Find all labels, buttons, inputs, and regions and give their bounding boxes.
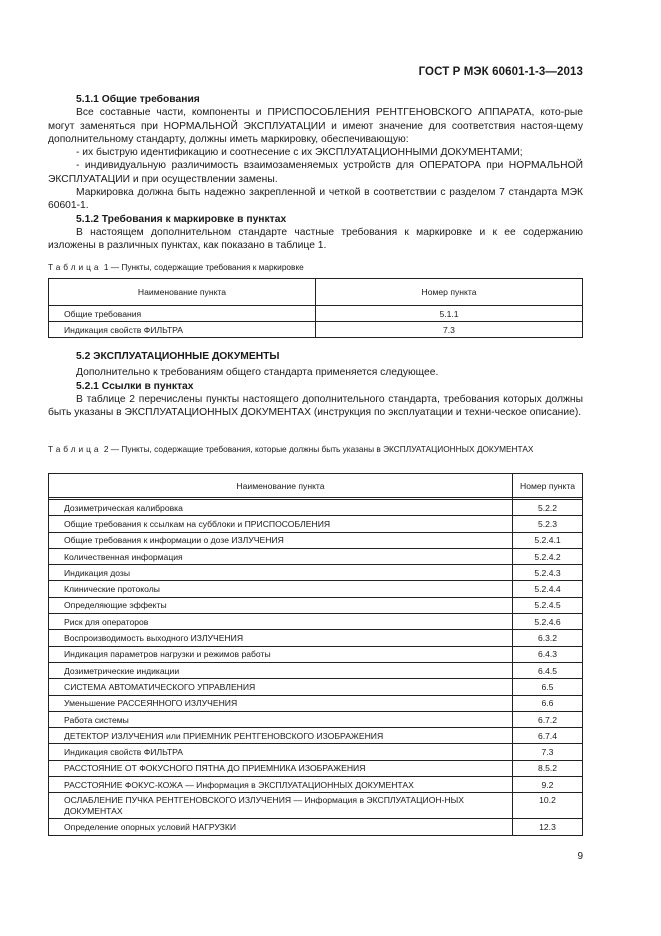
table-row — [49, 630, 583, 646]
table-cell: Индикация свойств ФИЛЬТРА — [49, 322, 316, 338]
table-row — [49, 614, 583, 630]
table-cell: Риск для операторов — [49, 614, 513, 630]
table-1-caption — [48, 262, 583, 273]
table-row — [49, 760, 583, 776]
column-header: Наименование пункта — [49, 279, 316, 306]
table-cell: Определяющие эффекты — [49, 597, 513, 613]
table-cell: Воспроизводимость выходного ИЗЛУЧЕНИЯ — [49, 630, 513, 646]
table-cell: 9.2 — [513, 777, 583, 793]
table-cell: Общие требования к ссылкам на субблоки и ПРИСПОСОБЛЕНИЯ — [49, 516, 513, 532]
table-row — [49, 532, 583, 548]
table-row — [49, 322, 583, 338]
table-cell: 5.2.4.6 — [513, 614, 583, 630]
section-heading: 5.1.1 Общие требования — [76, 94, 200, 105]
table-cell: ОСЛАБЛЕНИЕ ПУЧКА РЕНТГЕНОВСКОГО ИЗЛУЧЕНИЯ — Информация в ЭКСПЛУАТАЦИОН-НЫХ ДОКУМЕНТАХ — [49, 793, 513, 819]
paragraph: Все составные части, компоненты и ПРИСПОСОБЛЕНИЯ РЕНТГЕНОВСКОГО АППАРАТА, кото-рые могут заменяться при НОРМАЛЬНОЙ ЭКСПЛУАТАЦИИ и имеют значение для соответствия настоя-щему дополнительному стандарту, должны иметь маркировку, обеспечивающую: — [48, 107, 583, 145]
table-cell: 10.2 — [513, 793, 583, 819]
section-heading: 5.2 ЭКСПЛУАТАЦИОННЫЕ ДОКУМЕНТЫ — [76, 351, 280, 362]
table-cell: 7.3 — [316, 322, 583, 338]
table-cell: 6.4.3 — [513, 646, 583, 662]
table-cell: 6.3.2 — [513, 630, 583, 646]
table-cell: Работа системы — [49, 711, 513, 727]
table-cell: Дозиметрические индикации — [49, 662, 513, 678]
table-cell: 5.1.1 — [316, 306, 583, 322]
table-cell: Количественная информация — [49, 548, 513, 564]
table-cell: 6.7.4 — [513, 728, 583, 744]
table-cell: РАССТОЯНИЕ ОТ ФОКУСНОГО ПЯТНА ДО ПРИЕМНИКА ИЗОБРАЖЕНИЯ — [49, 760, 513, 776]
list-item: - индивидуальную различимость взаимозаменяемых устройств для ОПЕРАТОРА при НОРМАЛЬНОЙ ЭКСПЛУАТАЦИИ и при осуществлении замены. — [48, 160, 583, 185]
table-cell: Дозиметрическая калибровка — [49, 500, 513, 516]
table-cell: СИСТЕМА АВТОМАТИЧЕСКОГО УПРАВЛЕНИЯ — [49, 679, 513, 695]
table-row — [49, 711, 583, 727]
table-row — [49, 793, 583, 819]
document-header: ГОСТ Р МЭК 60601-1-3—2013 — [418, 66, 583, 78]
table-cell: РАССТОЯНИЕ ФОКУС-КОЖА — Информация в ЭКСПЛУАТАЦИОННЫХ ДОКУМЕНТАХ — [49, 777, 513, 793]
table-row — [49, 516, 583, 532]
section-heading: 5.1.2 Требования к маркировке в пунктах — [76, 213, 287, 225]
table-2-caption — [48, 444, 583, 455]
table-row — [49, 819, 583, 835]
table-cell: Индикация дозы — [49, 565, 513, 581]
section-heading: 5.2.1 Ссылки в пунктах — [76, 380, 194, 392]
caption-label: Таблица — [48, 444, 102, 454]
table-cell: Клинические протоколы — [49, 581, 513, 597]
table-1 — [48, 278, 583, 338]
table-cell: 6.7.2 — [513, 711, 583, 727]
table-cell: 7.3 — [513, 744, 583, 760]
paragraph: В таблице 2 перечислены пункты настоящего дополнительного стандарта, требования которых должны быть указаны в ЭКСПЛУАТАЦИОННЫХ ДОКУМЕНТАХ (инструкция по эксплуатации и техни-ческое описание). — [48, 393, 583, 419]
table-row — [49, 565, 583, 581]
column-header: Номер пункта — [316, 279, 583, 306]
table-cell: Общие требования к информации о дозе ИЗЛУЧЕНИЯ — [49, 532, 513, 548]
paragraph: Дополнительно к требованиям общего стандарта применяется следующее. — [76, 367, 439, 379]
caption-text: 1 — Пункты, содержащие требования к маркировке — [103, 262, 304, 272]
column-header: Номер пункта — [513, 474, 583, 498]
table-cell: Общие требования — [49, 306, 316, 322]
table-row — [49, 306, 583, 322]
table-cell: ДЕТЕКТОР ИЗЛУЧЕНИЯ или ПРИЕМНИК РЕНТГЕНОВСКОГО ИЗОБРАЖЕНИЯ — [49, 728, 513, 744]
table-cell: 5.2.3 — [513, 516, 583, 532]
table-cell: 5.2.4.3 — [513, 565, 583, 581]
paragraph: Маркировка должна быть надежно закрепленной и четкой в соответствии с разделом 7 стандарта МЭК 60601-1. — [48, 187, 583, 212]
table-row — [49, 548, 583, 564]
table-row — [49, 679, 583, 695]
table-row — [49, 597, 583, 613]
table-row — [49, 646, 583, 662]
table-cell: 8.5.2 — [513, 760, 583, 776]
column-header: Наименование пункта — [49, 474, 513, 498]
table-cell: 5.2.4.4 — [513, 581, 583, 597]
table-header-row — [49, 279, 583, 306]
table-row — [49, 728, 583, 744]
table-cell: 5.2.4.5 — [513, 597, 583, 613]
table-cell: 12.3 — [513, 819, 583, 835]
section-5-1-1 — [48, 93, 583, 253]
table-row — [49, 777, 583, 793]
caption-label: Таблица — [48, 262, 102, 272]
table-row — [49, 581, 583, 597]
table-cell: 6.5 — [513, 679, 583, 695]
section-5-2 — [48, 350, 583, 419]
table-cell: 5.2.4.1 — [513, 532, 583, 548]
table-cell: 5.2.4.2 — [513, 548, 583, 564]
caption-text: 2 — Пункты, содержащие требования, которые должны быть указаны в ЭКСПЛУАТАЦИОННЫХ ДОКУМЕНТАХ — [103, 444, 534, 454]
table-row — [49, 500, 583, 516]
table-header-row — [49, 474, 583, 498]
table-row — [49, 695, 583, 711]
page-number: 9 — [577, 851, 583, 862]
paragraph: В настоящем дополнительном стандарте частные требования к маркировке и к ее содержанию изложены в различных пунктах, как показано в таблице 1. — [48, 226, 583, 252]
list-item: - их быструю идентификацию и соотнесение с их ЭКСПЛУАТАЦИОННЫМИ ДОКУМЕНТАМИ; — [76, 147, 523, 159]
table-cell: 5.2.2 — [513, 500, 583, 516]
table-cell: 6.6 — [513, 695, 583, 711]
table-cell: 6.4.5 — [513, 662, 583, 678]
table-row — [49, 662, 583, 678]
table-row — [49, 744, 583, 760]
table-cell: Уменьшение РАССЕЯННОГО ИЗЛУЧЕНИЯ — [49, 695, 513, 711]
table-2 — [48, 473, 583, 836]
table-cell: Индикация свойств ФИЛЬТРА — [49, 744, 513, 760]
table-cell: Индикация параметров нагрузки и режимов работы — [49, 646, 513, 662]
table-cell: Определение опорных условий НАГРУЗКИ — [49, 819, 513, 835]
